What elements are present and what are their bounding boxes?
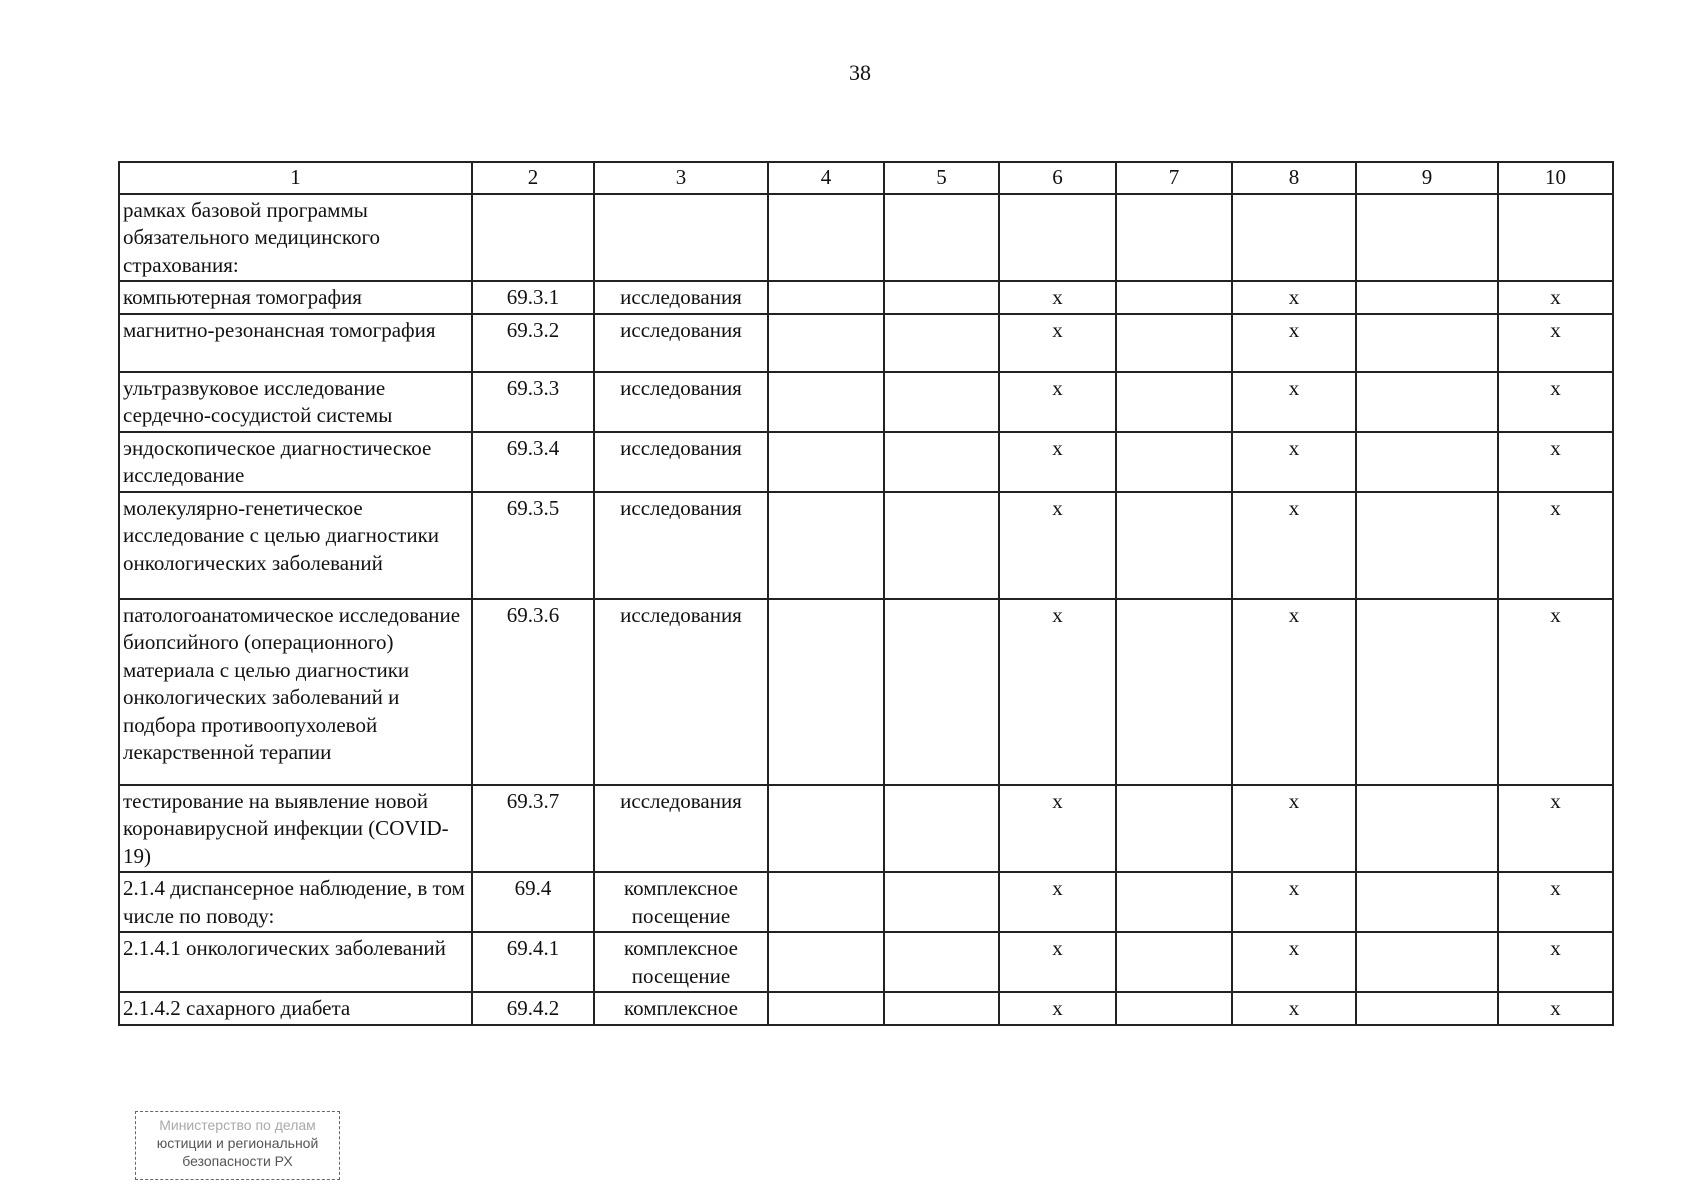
table-cell-col6: х [999,785,1116,873]
table-cell-name: магнитно-резонансная томография [119,314,472,372]
column-header: 3 [594,162,768,194]
table-cell-col9 [1356,992,1498,1025]
table-row [119,599,1613,785]
table-cell-col8: х [1232,785,1356,873]
table-cell-col7 [1116,432,1232,492]
page-number: 38 [849,60,871,85]
table-cell-col10 [1498,194,1613,282]
table-row [119,992,1613,1025]
stamp-line: юстиции и региональной [156,1135,319,1151]
table-cell-col5 [884,932,999,992]
table-cell-col8: х [1232,992,1356,1025]
table-cell-col8: х [1232,432,1356,492]
table-cell-col9 [1356,281,1498,314]
table-cell-col5 [884,194,999,282]
table-cell-code: 69.3.1 [472,281,594,314]
table-cell-col5 [884,992,999,1025]
table-cell-col5 [884,785,999,873]
table-row [119,314,1613,372]
column-header: 6 [999,162,1116,194]
table-cell-col5 [884,492,999,599]
table-cell-col7 [1116,372,1232,432]
column-header: 2 [472,162,594,194]
table-cell-code: 69.4 [472,872,594,932]
table-cell-col8 [1232,194,1356,282]
table-cell-col6: х [999,492,1116,599]
table-cell-col9 [1356,872,1498,932]
table-cell-code: 69.3.2 [472,314,594,372]
table-cell-col10: х [1498,314,1613,372]
stamp-line: безопасности РХ [182,1153,293,1169]
table-cell-name: рамках базовой программы обязательного медицинского страхования: [119,194,472,282]
column-header: 5 [884,162,999,194]
header-row [119,162,1613,194]
table-row [119,432,1613,492]
table-cell-code: 69.4.1 [472,932,594,992]
stamp-line: Министерство по делам [159,1117,316,1133]
table-cell-col6: х [999,872,1116,932]
table-cell-col4 [768,314,884,372]
table-body [119,194,1613,1025]
table-cell-col9 [1356,372,1498,432]
table-cell-unit: комплексное посещение [594,872,768,932]
table-cell-col8: х [1232,372,1356,432]
table-cell-col10: х [1498,932,1613,992]
table-cell-col4 [768,194,884,282]
table-cell-name: патологоанатомическое исследование биопсийного (операционного) материала с целью диагностики онкологических заболеваний и подбора противоопухолевой лекарственной терапии [119,599,472,785]
table-row [119,785,1613,873]
table-cell-unit: исследования [594,281,768,314]
table-cell-col6 [999,194,1116,282]
table-cell-col9 [1356,194,1498,282]
table-cell-col4 [768,872,884,932]
table-cell-col6: х [999,599,1116,785]
table-cell-col5 [884,372,999,432]
table-cell-col9 [1356,432,1498,492]
table-cell-col5 [884,599,999,785]
table-cell-col8: х [1232,492,1356,599]
table-cell-col4 [768,992,884,1025]
table-cell-unit: исследования [594,314,768,372]
table-row [119,492,1613,599]
table-cell-name: 2.1.4 диспансерное наблюдение, в том числе по поводу: [119,872,472,932]
table-cell-col4 [768,932,884,992]
table-cell-col7 [1116,932,1232,992]
table-cell-name: молекулярно-генетическое исследование с целью диагностики онкологических заболеваний [119,492,472,599]
table-cell-col9 [1356,314,1498,372]
table-cell-col7 [1116,785,1232,873]
table-row [119,872,1613,932]
table-cell-code [472,194,594,282]
table-cell-col10: х [1498,599,1613,785]
table-cell-name: компьютерная томография [119,281,472,314]
table-cell-name: эндоскопическое диагностическое исследование [119,432,472,492]
column-header: 1 [119,162,472,194]
table-cell-col7 [1116,492,1232,599]
table-cell-col8: х [1232,932,1356,992]
table-cell-col6: х [999,432,1116,492]
table-cell-col6: х [999,992,1116,1025]
table-cell-unit: комплексное посещение [594,932,768,992]
table-cell-code: 69.4.2 [472,992,594,1025]
table-cell-unit: исследования [594,785,768,873]
document-table [118,161,1614,1026]
table-cell-col4 [768,785,884,873]
table-cell-col4 [768,599,884,785]
table-cell-col7 [1116,194,1232,282]
table-cell-col9 [1356,599,1498,785]
table-cell-code: 69.3.6 [472,599,594,785]
table-cell-col10: х [1498,872,1613,932]
table-cell-col9 [1356,785,1498,873]
table-cell-col10: х [1498,785,1613,873]
table-row [119,372,1613,432]
table-cell-col10: х [1498,432,1613,492]
table-cell-name: ультразвуковое исследование сердечно-сосудистой системы [119,372,472,432]
table-cell-col5 [884,872,999,932]
table-cell-unit [594,194,768,282]
table-cell-col7 [1116,872,1232,932]
table-cell-col8: х [1232,599,1356,785]
table-cell-col7 [1116,599,1232,785]
table-cell-code: 69.3.4 [472,432,594,492]
column-header: 10 [1498,162,1613,194]
table-cell-unit: исследования [594,432,768,492]
table-cell-col5 [884,432,999,492]
column-header: 8 [1232,162,1356,194]
table-row [119,932,1613,992]
table-cell-col6: х [999,932,1116,992]
table-cell-col10: х [1498,992,1613,1025]
table-cell-col6: х [999,372,1116,432]
column-header: 7 [1116,162,1232,194]
table-cell-col9 [1356,932,1498,992]
table-row [119,194,1613,282]
table-cell-col10: х [1498,281,1613,314]
table-cell-name: 2.1.4.1 онкологических заболеваний [119,932,472,992]
table-cell-col8: х [1232,872,1356,932]
table-cell-col7 [1116,992,1232,1025]
table-cell-code: 69.3.3 [472,372,594,432]
table-cell-code: 69.3.7 [472,785,594,873]
table-cell-col5 [884,281,999,314]
table-cell-col4 [768,432,884,492]
column-header: 9 [1356,162,1498,194]
table-cell-col4 [768,492,884,599]
table-cell-unit: комплексное [594,992,768,1025]
table-cell-col6: х [999,281,1116,314]
table-cell-col7 [1116,314,1232,372]
table-cell-col8: х [1232,314,1356,372]
registration-stamp [135,1111,340,1180]
table-cell-col6: х [999,314,1116,372]
table-cell-unit: исследования [594,372,768,432]
table-cell-unit: исследования [594,599,768,785]
table-cell-unit: исследования [594,492,768,599]
table-cell-code: 69.3.5 [472,492,594,599]
table-cell-name: 2.1.4.2 сахарного диабета [119,992,472,1025]
table-cell-col5 [884,314,999,372]
table-cell-col4 [768,372,884,432]
table-cell-col10: х [1498,372,1613,432]
table-cell-name: тестирование на выявление новой коронавирусной инфекции (COVID-19) [119,785,472,873]
table-cell-col9 [1356,492,1498,599]
table-row [119,281,1613,314]
table-cell-col10: х [1498,492,1613,599]
table-cell-col7 [1116,281,1232,314]
column-header: 4 [768,162,884,194]
table-cell-col8: х [1232,281,1356,314]
table-cell-col4 [768,281,884,314]
